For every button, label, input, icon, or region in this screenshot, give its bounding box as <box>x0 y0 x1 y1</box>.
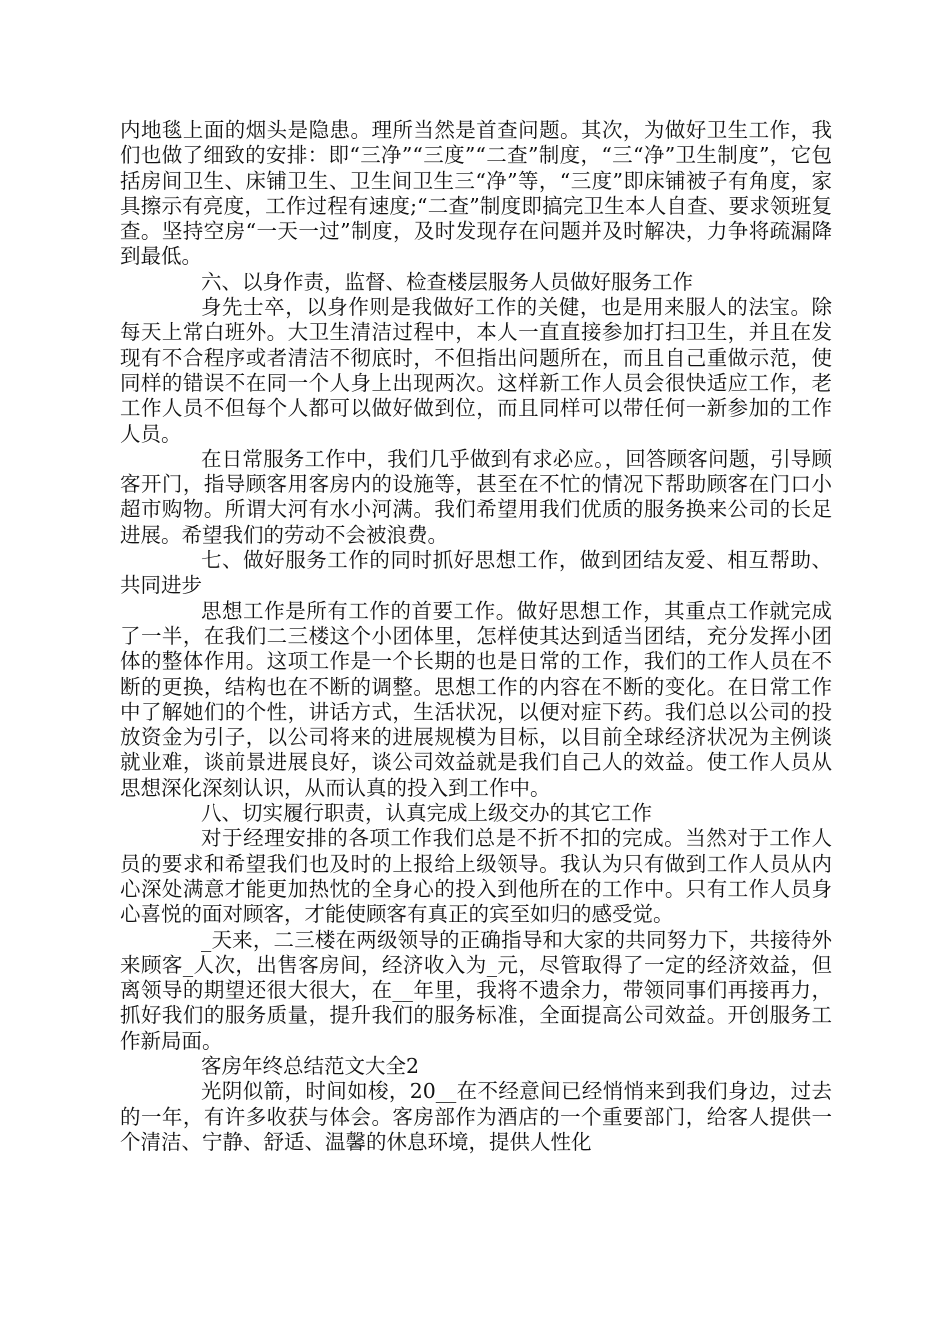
paragraph-yearly-summary: _天来，二三楼在两级领导的正确指导和大家的共同努力下，共接待外来顾客_人次，出售客房间，经济收入为_元，尽管取得了一定的经济效益，但离领导的期望还很大很大，在__年里，我将不遗余力，带领同事们再接再力，抓好我们的服务质量，提升我们的服务标准，全面提高公司效益。开创服务工作新局面。 <box>120 927 832 1053</box>
document-page <box>120 118 832 1155</box>
paragraph-hygiene-continued: 内地毯上面的烟头是隐患。理所当然是首查问题。其次，为做好卫生工作，我们也做了细致的安排：即“三净”“三度”“二查”制度，“三“净”卫生制度”，它包括房间卫生、床铺卫生、卫生间卫生三“净”等，“三度”即床铺被子有角度，家具擦示有亮度，工作过程有速度;“二查”制度即搞完卫生本人自查、要求领班复查。坚持空房“一天一过”制度，及时发现存在问题并及时解决，力争将疏漏降到最低。 <box>120 118 832 269</box>
section-heading-six: 六、以身作责，监督、检查楼层服务人员做好服务工作 <box>201 269 693 294</box>
article-title-two: 客房年终总结范文大全2 <box>201 1053 420 1078</box>
paragraph-article-two-intro: 光阴似箭，时间如梭，20__在不经意间已经悄悄来到我们身边，过去的一年，有许多收获与体会。客房部作为酒店的一个重要部门，给客人提供一个清洁、宁静、舒适、温馨的休息环境，提供人性化 <box>120 1079 832 1154</box>
paragraph-daily-service: 在日常服务工作中，我们几乎做到有求必应。，回答顾客问题，引导顾客开门，指导顾客用客房内的设施等，甚至在不忙的情况下帮助顾客在门口小超市购物。所谓大河有水小河满。我们希望用我们优质的服务换来公司的长足进展。希望我们的劳动不会被浪费。 <box>120 446 832 547</box>
section-heading-eight: 八、切实履行职责，认真完成上级交办的其它工作 <box>201 801 652 826</box>
paragraph-lead-by-example: 身先士卒，以身作则是我做好工作的关健，也是用来服人的法宝。除每天上常白班外。大卫生清洁过程中，本人一直直接参加打扫卫生，并且在发现有不合程序或者清洁不彻底时，不但指出问题所在，而且自己重做示范，使同样的错误不在同一个人身上出现两次。这样新工作人员会很快适应工作，老工作人员不但每个人都可以做好做到位，而且同样可以带任何一新参加的工作人员。 <box>120 295 832 446</box>
paragraph-ideological-work: 思想工作是所有工作的首要工作。做好思想工作，其重点工作就完成了一半，在我们二三楼这个小团体里，怎样使其达到适当团结，充分发挥小团体的整体作用。这项工作是一个长期的也是日常的工作，我们的工作人员在不断的更换，结构也在不断的调整。思想工作的内容在不断的变化。在日常工作中了解她们的个性，讲话方式，生活状况，以便对症下药。我们总以公司的投放资金为引子，以公司将来的进展规模为目标，以目前全球经济状况为主例谈就业难，谈前景进展良好，谈公司效益就是我们自己人的效益。使工作人员从思想深化深刻认识，从而认真的投入到工作中。 <box>120 598 832 800</box>
section-heading-seven: 七、做好服务工作的同时抓好思想工作，做到团结友爱、相互帮助、共同进步 <box>120 548 832 598</box>
paragraph-manager-tasks: 对于经理安排的各项工作我们总是不折不扣的完成。当然对于工作人员的要求和希望我们也及时的上报给上级领导。我认为只有做到工作人员从内心深处满意才能更加热忱的全身心的投入到他所在的工作中。只有工作人员身心喜悦的面对顾客，才能使顾客有真正的宾至如归的感受觉。 <box>120 826 832 927</box>
